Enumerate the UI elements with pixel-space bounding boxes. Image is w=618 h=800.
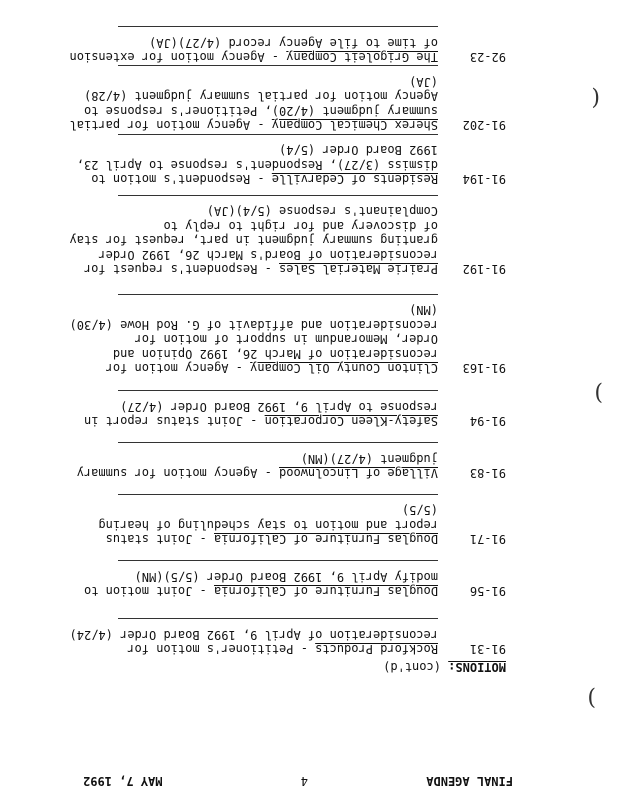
party-name: Prairie Material Sales: [279, 262, 438, 276]
motion-description: - Agency motion for partial: [69, 118, 272, 132]
motion-description: - Agency motion for: [105, 361, 251, 375]
motion-description: - Joint motion to: [83, 584, 215, 598]
section-heading: [383, 660, 506, 674]
motion-description: - Respondent's request for: [83, 262, 280, 276]
entry-separator-rule: [118, 494, 438, 495]
section-continued: (cont'd): [383, 660, 441, 674]
page-header: [83, 772, 513, 788]
motion-text: [66, 627, 438, 656]
motion-text: [66, 451, 438, 480]
entry-separator-rule: [118, 195, 438, 196]
motion-line: of time to file Agency record (4/27)(JA): [149, 35, 438, 50]
motion-line: reconsideration of April 9, 1992 Board Order (4/24): [69, 627, 438, 642]
motion-line: (JA): [409, 74, 438, 89]
scan-margin-mark: (: [591, 85, 600, 110]
docket-number: 92-23: [469, 50, 506, 64]
motion-text: [66, 74, 438, 132]
motion-line: [66, 414, 438, 428]
motion-line: [66, 172, 438, 186]
motion-text: [66, 204, 438, 276]
docket-number: 91-202: [462, 118, 506, 132]
entry-separator-rule: [118, 294, 438, 295]
scan-margin-mark: ): [594, 380, 603, 405]
motion-line: response to April 9, 1992 Board Order (4/27): [120, 399, 438, 414]
motion-text: [66, 569, 438, 598]
party-name: Sherex Chemical Company: [271, 118, 438, 132]
docket-number: 91-31: [469, 642, 506, 656]
docket-number: 91-194: [462, 172, 506, 186]
motion-line: granting summary judgment in part, request for stay: [69, 233, 438, 248]
motion-line: reconsideration and affidavit of G. Rod Howe (4/30): [69, 317, 438, 332]
agenda-date: MAY 7, 1992: [83, 774, 163, 788]
entry-separator-rule: [118, 134, 438, 135]
motion-line: [66, 50, 438, 64]
docket-number: 91-71: [469, 532, 506, 546]
motion-line: of discovery and for right to reply to: [163, 218, 438, 233]
party-name: The Grigoleit Company: [286, 50, 438, 64]
party-name: Rockford Products: [315, 642, 438, 656]
motion-line: reconsideration of March 26, 1992 Opinion and: [112, 346, 438, 361]
motion-line: report and motion to stay scheduling of hearing: [98, 517, 438, 532]
motion-text: [66, 399, 438, 428]
entry-separator-rule: [118, 618, 438, 619]
motion-text: [66, 503, 438, 546]
section-title: MOTIONS:: [448, 660, 506, 674]
docket-number: 91-83: [469, 466, 506, 480]
party-name: Safety-Kleen Corporation: [264, 414, 438, 428]
entry-separator-rule: [118, 442, 438, 443]
scan-margin-mark: ): [587, 685, 596, 710]
motion-line: [66, 118, 438, 132]
motion-description: - Agency motion for summary: [76, 466, 280, 480]
motion-line: judgment (4/27)(MN): [300, 451, 438, 466]
motion-text: [66, 35, 438, 64]
motion-line: dismiss (3/27), Respondent's response to April 23,: [76, 157, 438, 172]
motion-line: (MN): [409, 303, 438, 318]
motion-line: 1992 Board Order (5/4): [279, 143, 438, 158]
party-name: Residents of Cedarville: [271, 172, 438, 186]
motion-description: - Agency motion for extension: [69, 50, 287, 64]
party-name: Clinton County Oil Company: [250, 361, 438, 375]
motion-line: Complainant's response (5/4)(JA): [206, 204, 438, 219]
motion-line: (5/5): [401, 503, 438, 518]
docket-number: 91-94: [469, 414, 506, 428]
entry-separator-rule: [118, 26, 438, 27]
motion-line: [66, 361, 438, 375]
page-number: 4: [300, 774, 308, 788]
motion-line: [66, 642, 438, 656]
motion-line: [66, 262, 438, 276]
party-name: Douglas Furniture of California: [214, 532, 438, 546]
motion-line: [66, 584, 438, 598]
motion-line: modify April 9, 1992 Board Order (5/5)(MN): [134, 569, 438, 584]
motion-line: summary judgment (4/20), Petitioner's response to: [83, 103, 438, 118]
motion-line: Agency motion for partial summary judgment (4/28): [83, 89, 438, 104]
motion-description: - Respondent's motion to: [91, 172, 272, 186]
party-name: Douglas Furniture of California: [214, 584, 438, 598]
entry-separator-rule: [118, 65, 438, 66]
motion-line: [66, 466, 438, 480]
docket-number: 91-56: [469, 584, 506, 598]
motion-text: [66, 303, 438, 375]
motion-description: - Petitioner's motion for: [127, 642, 316, 656]
entry-separator-rule: [118, 390, 438, 391]
motion-line: reconsideration of Board's March 26, 1992 Order: [98, 247, 438, 262]
motion-description: - Joint status report in: [83, 414, 265, 428]
motion-line: [66, 532, 438, 546]
motion-description: - Joint status: [105, 532, 215, 546]
entry-separator-rule: [118, 560, 438, 561]
docket-number: 91-192: [462, 262, 506, 276]
motion-text: [66, 143, 438, 186]
motion-line: Order, Memorandum in support of motion for: [134, 332, 438, 347]
party-name: Village of Lincolnwood: [279, 466, 438, 480]
docket-number: 91-163: [462, 361, 506, 375]
agenda-title: FINAL AGENDA: [426, 774, 513, 788]
